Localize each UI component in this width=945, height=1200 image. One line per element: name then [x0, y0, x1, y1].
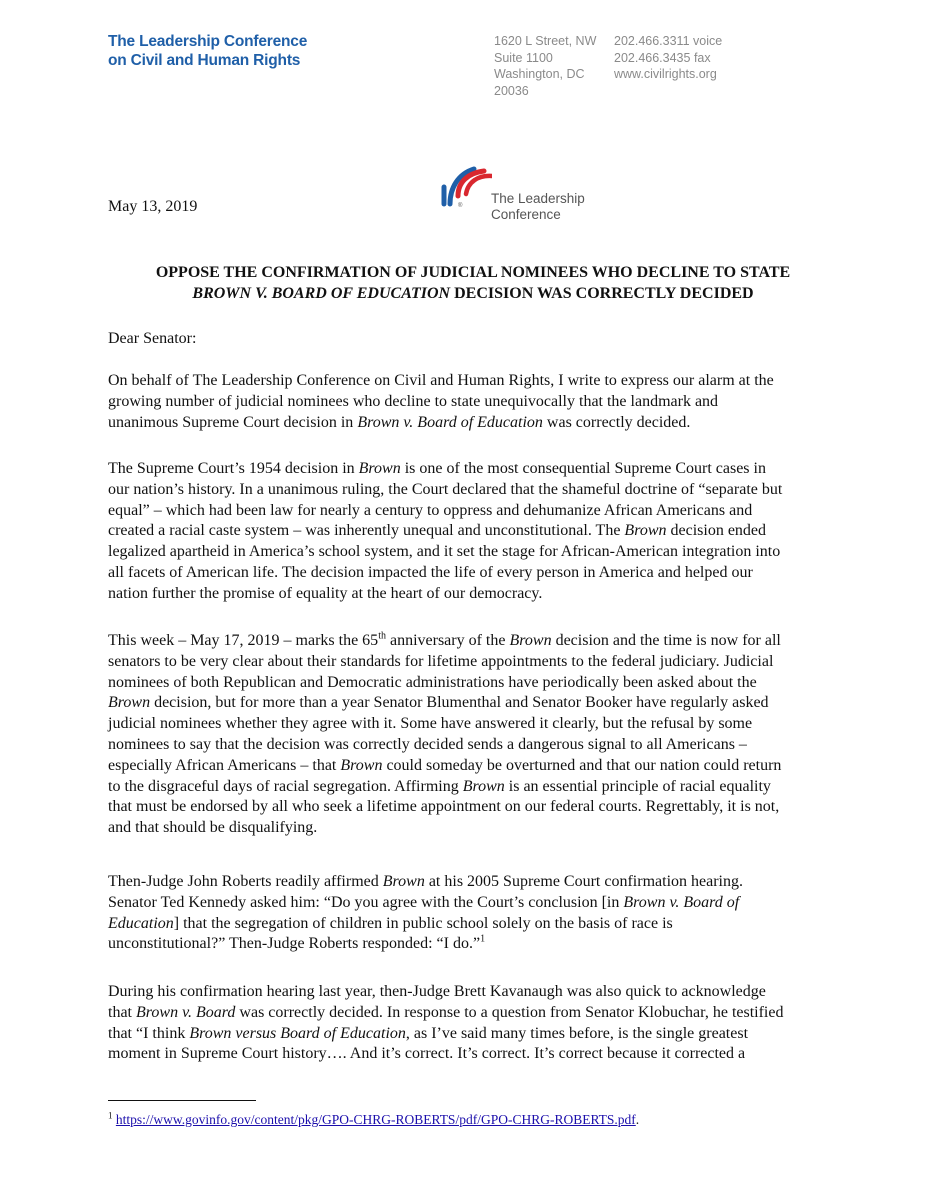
paragraph-line: growing number of judicial nominees who decline to state unequivocally that the landmark and: [108, 392, 719, 410]
logo-text-line2: Conference: [491, 207, 561, 222]
org-name: [108, 32, 307, 70]
paragraph-line: nation further the promise of equality at the heart of our democracy.: [108, 584, 543, 602]
case-name: Brown versus Board of Education: [189, 1024, 406, 1042]
footnote-divider: [108, 1100, 256, 1101]
case-name: Brown: [108, 694, 151, 712]
footnote-link[interactable]: https://www.govinfo.gov/content/pkg/GPO-CHRG-ROBERTS/pdf/GPO-CHRG-ROBERTS.pdf: [115, 1112, 636, 1127]
phone-voice: 202.466.3311 voice: [614, 34, 723, 48]
paragraph-line: unconstitutional?” Then-Judge Roberts responded: “I do.”$^1$: [108, 934, 486, 953]
paragraph-line: nominees to say that the decision was correctly decided sends a dangerous signal to all Americans –: [108, 735, 747, 753]
address-line: 20036: [494, 83, 529, 98]
address-line: Washington, DC: [494, 67, 585, 81]
paragraph-2: [108, 459, 848, 605]
paragraph-line: that must be endorsed by all who seek a lifetime appointment on our federal courts. Regrettably, it is not,: [108, 798, 780, 816]
title-case-name: BROWN V. BOARD OF EDUCATION: [192, 285, 451, 302]
paragraph-line: all facets of American life. The decision impacted the life of every person in America and helped our: [108, 563, 753, 581]
paragraph-5: [108, 982, 848, 1065]
paragraph-line: Brown decision, but for more than a year Senator Blumenthal and Senator Booker have regularly asked: [108, 694, 769, 712]
paragraph-line: equal” – which had been law for nearly a century to oppress and dehumanize African Americans and: [108, 501, 753, 519]
paragraph-line: created a racial caste system – was inherently unequal and unconstitutional. The Brown decision ended: [108, 522, 767, 540]
address-line: 1620 L Street, NW: [494, 34, 597, 48]
title-line2: [108, 283, 838, 304]
paragraph-4: [108, 872, 848, 955]
paragraph-line: This week – May 17, 2019 – marks the 65th anniversary of the Brown decision and the time is now for all: [108, 630, 781, 649]
case-name: Brown: [382, 873, 425, 890]
website[interactable]: www.civilrights.org: [614, 67, 717, 81]
logo-arcs-icon: [436, 160, 492, 210]
registered-mark: ®: [458, 203, 463, 209]
case-name: Brown: [624, 522, 667, 540]
case-name: Brown: [358, 460, 401, 477]
paragraph-line: senators to be very clear about their standards for lifetime appointments to the federal judiciary. Judicial: [108, 652, 774, 670]
footnote-trail: .: [635, 1112, 640, 1127]
paragraph-line: Then-Judge John Roberts readily affirmed Brown at his 2005 Supreme Court confirmation hearing.: [108, 873, 743, 890]
paragraph-line: judicial nominees whether they agree with it. Some have answered it clearly, but the refusal by some: [108, 715, 753, 733]
paragraph-line: nominees of both Republican and Democratic administrations have periodically been asked about the: [108, 673, 757, 691]
footnote-number: 1: [108, 1110, 113, 1121]
case-name: Brown: [509, 632, 552, 649]
address-block: [494, 33, 596, 99]
phone-fax: 202.466.3435 fax: [614, 50, 711, 65]
paragraph-line: During his confirmation hearing last year, then-Judge Brett Kavanaugh was also quick to acknowledge: [108, 983, 766, 1000]
paragraph-line: that “I think Brown versus Board of Education, as I’ve said many times before, is the single greatest: [108, 1024, 749, 1042]
case-name: Education: [108, 914, 174, 932]
paragraph-line: especially African Americans – that Brown could someday be overturned and that our nation could return: [108, 756, 782, 774]
paragraph-3: [108, 631, 848, 839]
case-name: Brown v. Board: [136, 1003, 236, 1021]
paragraph-line: to the disgraceful days of racial segregation. Affirming Brown is an essential principle of racial equality: [108, 777, 771, 795]
case-name: Brown v. Board of Education: [357, 413, 543, 431]
logo-text-line1: The Leadership: [491, 191, 585, 206]
leadership-conference-logo: [436, 160, 596, 224]
paragraph-line: our nation’s history. In a unanimous ruling, the Court declared that the shameful doctrine of “separate but: [108, 480, 783, 498]
paragraph-line: On behalf of The Leadership Conference on Civil and Human Rights, I write to express our alarm at the: [108, 372, 774, 389]
case-name: Brown: [462, 777, 505, 795]
letter-date: May 13, 2019: [108, 198, 198, 215]
paragraph-line: legalized apartheid in America’s school system, and it set the stage for African-American integration into: [108, 543, 781, 561]
paragraph-line: that Brown v. Board was correctly decided. In response to a question from Senator Klobuchar, he testified: [108, 1003, 784, 1021]
paragraph-line: The Supreme Court’s 1954 decision in Brown is one of the most consequential Supreme Court cases in: [108, 460, 766, 477]
paragraph-line: unanimous Supreme Court decision in Brown v. Board of Education was correctly decided.: [108, 413, 691, 431]
paragraph-line: moment in Supreme Court history…. And it’s correct. It’s correct. It’s correct because it corrected a: [108, 1045, 746, 1063]
title-line1: OPPOSE THE CONFIRMATION OF JUDICIAL NOMINEES WHO DECLINE TO STATE: [155, 264, 791, 281]
paragraph-line: Education] that the segregation of children in public school solely on the basis of race is: [108, 914, 673, 932]
org-name-line1: The Leadership Conference: [108, 33, 308, 50]
contact-block: [614, 33, 722, 83]
footnote-ref[interactable]: 1: [480, 934, 486, 946]
salutation: Dear Senator:: [108, 330, 197, 347]
org-name-line2: on Civil and Human Rights: [108, 52, 301, 69]
paragraph-line: Senator Ted Kennedy asked him: “Do you agree with the Court’s conclusion [in Brown v. Board of: [108, 893, 740, 911]
paragraph-line: and that should be disqualifying.: [108, 819, 318, 837]
logo-text: [491, 191, 585, 223]
title-line2-rest: DECISION WAS CORRECTLY DECIDED: [450, 285, 754, 302]
letter-title: [108, 262, 838, 304]
case-name: Brown: [340, 756, 383, 774]
paragraph-1: [108, 371, 848, 433]
case-name: Brown v. Board of: [623, 893, 740, 911]
address-line: Suite 1100: [494, 50, 553, 65]
ordinal-suffix: th: [378, 630, 386, 642]
footnote: [108, 1111, 639, 1129]
